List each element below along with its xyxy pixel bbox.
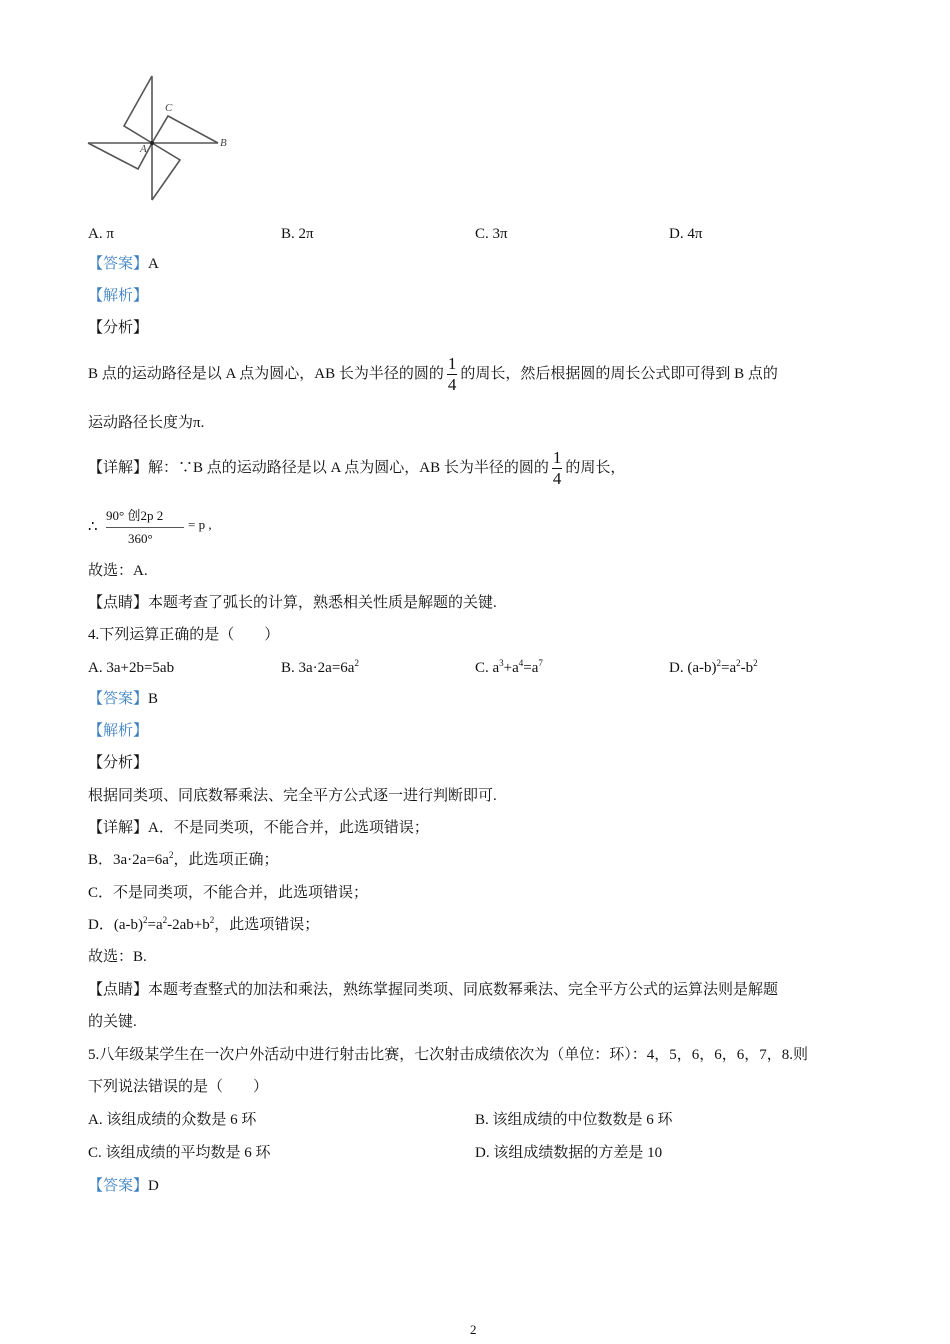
q3-dianjing: 【点睛】本题考查了弧长的计算，熟悉相关性质是解题的关键. <box>88 595 497 611</box>
q3-guxuan: 故选：A. <box>88 563 148 579</box>
q4-jiexi-tag: 【解析】 <box>88 723 149 739</box>
fraction-one-quarter: $\frac{1}{4}$ <box>552 448 562 489</box>
answer-tag: 【答案】 <box>88 691 149 707</box>
q4-xiangjie-a: 【详解】A．不是同类项，不能合并，此选项错误； <box>88 820 429 836</box>
q4-guxuan: 故选：B. <box>88 949 147 965</box>
fraction-one-quarter: $\frac{1}{4}$ <box>447 354 457 395</box>
answer-tag: 【答案】 <box>88 1178 149 1194</box>
answer-tag: 【答案】 <box>88 256 149 272</box>
q4-question: 4.下列运算正确的是（ ） <box>88 627 280 643</box>
q4-option-b: B. $3a\cdot 2a=6a^2$ <box>281 658 359 676</box>
q5-question-1: 5.八年级某学生在一次户外活动中进行射击比赛，七次射击成绩依次为（单位：环）：4，5，6，6，6，7，8.则 <box>88 1047 809 1063</box>
q3-option-d: D. 4π <box>669 226 703 242</box>
q5-question-2: 下列说法错误的是（ ） <box>88 1079 269 1095</box>
q4-dianjing-1: 【点睛】本题考查整式的加法和乘法，熟练掌握同类项、同底数幂乘法、完全平方公式的运算法则是解题 <box>88 982 779 998</box>
fraction-bar <box>106 527 184 528</box>
q4-answer: 【答案】B <box>88 691 159 707</box>
q3-fenxi-tag: 【分析】 <box>88 320 149 336</box>
pinwheel-figure <box>86 72 236 217</box>
q3-option-c: C. 3π <box>475 226 508 242</box>
q5-option-c: C. 该组成绩的平均数是 6 环 <box>88 1145 271 1161</box>
q3-jiexi-tag: 【解析】 <box>88 288 149 304</box>
label-c: C <box>165 102 173 114</box>
q4-fenxi-text: 根据同类项、同底数幂乘法、完全平方公式逐一进行判断即可. <box>88 788 497 804</box>
q4-xiangjie-c: C．不是同类项，不能合并，此选项错误； <box>88 885 369 901</box>
q4-option-c: C. $a^3+a^4=a^7$ <box>475 658 543 676</box>
q4-option-d: D. $(a-b)^2=a^2-b^2$ <box>669 658 758 676</box>
q3-fenxi-text: B 点的运动路径是以 A 点为圆心，AB 长为半径的圆的 $\frac{1}{4}$ 的周长，然后根据圆的周长公式即可得到 B 点的 <box>88 354 778 395</box>
q4-xiangjie-d: D．$(a-b)^2=a^2-2ab+b^2$，此选项错误； <box>88 915 320 933</box>
q3-option-a: A. π <box>88 226 114 242</box>
q4-option-a: A. 3a+2b=5ab <box>88 660 175 676</box>
q3-fenxi-text-2: 运动路径长度为π. <box>88 415 205 431</box>
q5-option-d: D. 该组成绩数据的方差是 10 <box>475 1145 663 1161</box>
q3-option-b: B. 2π <box>281 226 314 242</box>
q3-answer: 【答案】A <box>88 256 159 272</box>
label-b: B <box>220 137 227 149</box>
q4-dianjing-2: 的关键. <box>88 1014 137 1030</box>
label-a: A <box>140 143 147 155</box>
q4-xiangjie-b: B．$3a\cdot 2a=6a^2$，此选项正确； <box>88 850 279 868</box>
q5-option-b: B. 该组成绩的中位数数是 6 环 <box>475 1112 673 1128</box>
page-number: 2 <box>470 1322 477 1337</box>
q5-option-a: A. 该组成绩的众数是 6 环 <box>88 1112 257 1128</box>
q3-xiangjie: 【详解】解：∵B 点的运动路径是以 A 点为圆心，AB 长为半径的圆的 $\frac{1}{4}$ 的周长， <box>88 448 626 489</box>
q5-answer: 【答案】D <box>88 1178 159 1194</box>
q4-fenxi-tag: 【分析】 <box>88 755 149 771</box>
